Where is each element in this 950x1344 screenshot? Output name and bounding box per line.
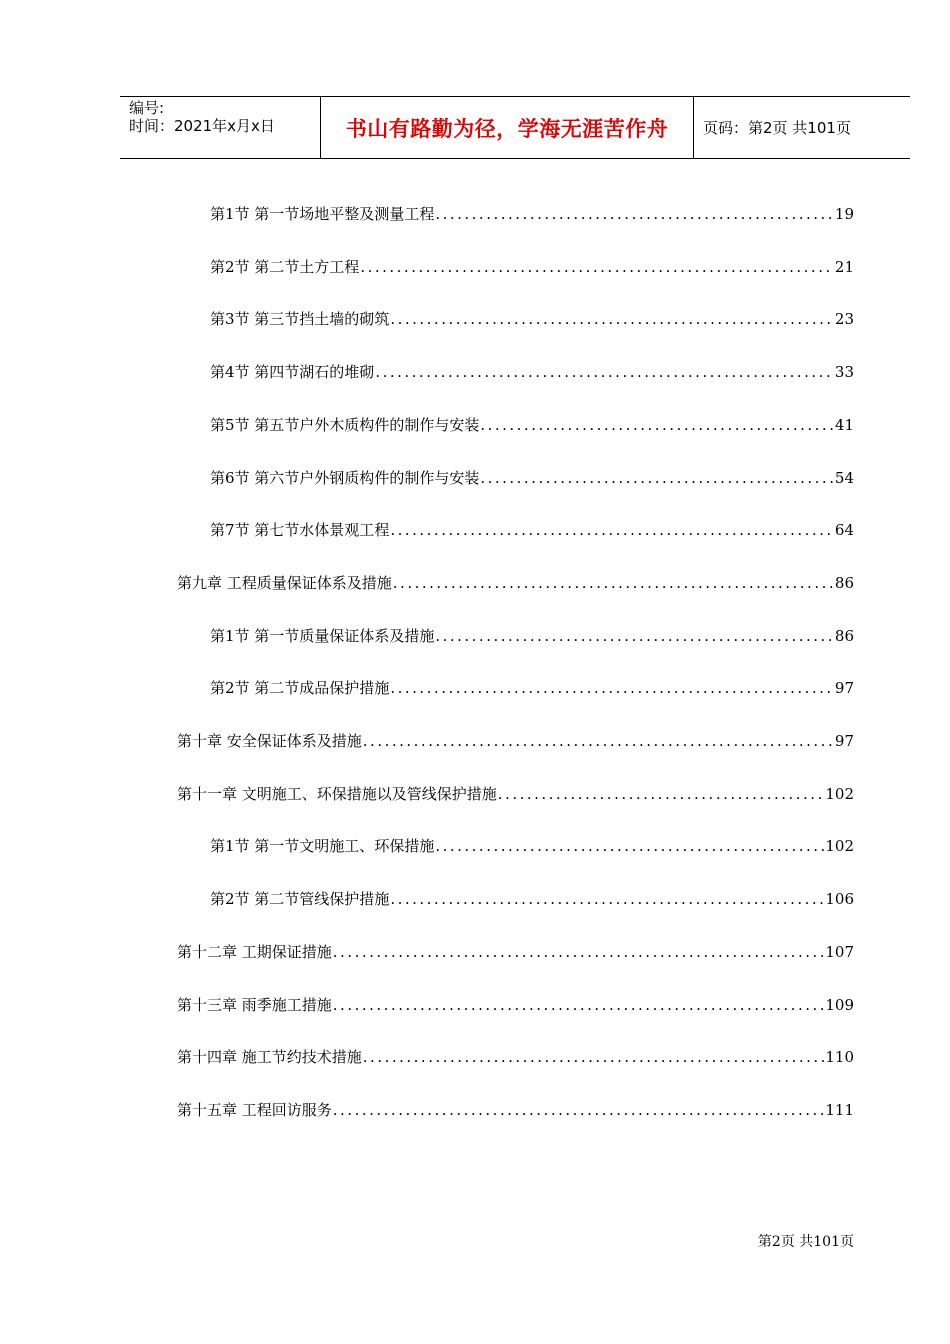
toc-entry-page: 106 [825,890,854,908]
toc-dot-leader [390,309,834,329]
toc-entry-page: 86 [834,627,854,645]
toc-entry-title: 第1节 第一节场地平整及测量工程 [210,205,435,223]
toc-dot-leader [333,942,825,962]
toc-dot-leader [390,678,834,698]
toc-entry-title: 第十章 安全保证体系及措施 [177,732,362,750]
toc-dot-leader [390,520,834,540]
toc-dot-leader [498,784,825,804]
header-meta [120,97,321,158]
toc-entry-title: 第十三章 雨季施工措施 [177,996,332,1014]
toc-entry-title: 第十二章 工期保证措施 [177,943,332,961]
toc-section-entry[interactable] [210,678,854,698]
toc-entry-page: 109 [825,996,854,1014]
toc-entry-page: 54 [834,469,854,487]
toc-entry-page: 19 [834,205,854,223]
header-motto: 书山有路勤为径，学海无涯苦作舟 [321,97,694,158]
toc-dot-leader [435,836,824,856]
toc-chapter-entry[interactable] [177,784,854,804]
toc-chapter-entry[interactable] [177,573,854,593]
toc-entry-title: 第十一章 文明施工、环保措施以及管线保护措施 [177,785,497,803]
toc-section-entry[interactable] [210,415,854,435]
header-page-code: 页码：第2页 共101页 [703,119,851,137]
toc-section-entry[interactable] [210,309,854,329]
toc-dot-leader [375,362,834,382]
toc-entry-title: 第4节 第四节湖石的堆砌 [210,363,375,381]
toc-entry-title: 第5节 第五节户外木质构件的制作与安装 [210,416,480,434]
toc-section-entry[interactable] [210,889,854,909]
toc-entry-page: 23 [834,310,854,328]
toc-dot-leader [333,1100,825,1120]
toc-dot-leader [435,626,834,646]
toc-section-entry[interactable] [210,468,854,488]
toc-dot-leader [333,995,825,1015]
toc-chapter-entry[interactable] [177,995,854,1015]
toc-entry-title: 第十五章 工程回访服务 [177,1101,332,1119]
toc-entry-title: 第6节 第六节户外钢质构件的制作与安装 [210,469,480,487]
toc-entry-page: 64 [834,521,854,539]
toc-section-entry[interactable] [210,836,854,856]
toc-entry-page: 86 [834,574,854,592]
toc-dot-leader [480,468,834,488]
page-footer: 第2页 共101页 [757,1234,854,1250]
toc-entry-page: 107 [825,943,854,961]
toc-entry-page: 102 [825,785,854,803]
doc-number-label: 编号: [129,99,165,117]
toc-entry-title: 第3节 第三节挡土墙的砌筑 [210,310,390,328]
toc-dot-leader [360,257,834,277]
toc-dot-leader [363,1047,825,1067]
toc-entry-title: 第十四章 施工节约技术措施 [177,1048,362,1066]
toc-entry-title: 第2节 第二节成品保护措施 [210,679,390,697]
toc-entry-page: 97 [834,732,854,750]
toc-entry-title: 第1节 第一节文明施工、环保措施 [210,837,435,855]
toc-section-entry[interactable] [210,204,854,224]
toc-section-entry[interactable] [210,626,854,646]
page-header [120,96,910,159]
toc-entry-page: 41 [834,416,854,434]
toc-dot-leader [363,731,834,751]
toc-entry-page: 110 [825,1048,854,1066]
toc-entry-title: 第2节 第二节土方工程 [210,258,360,276]
toc-chapter-entry[interactable] [177,1100,854,1120]
toc-dot-leader [390,889,824,909]
toc-dot-leader [393,573,834,593]
toc-entry-title: 第1节 第一节质量保证体系及措施 [210,627,435,645]
toc-chapter-entry[interactable] [177,1047,854,1067]
toc-chapter-entry[interactable] [177,731,854,751]
toc-entry-page: 102 [825,837,854,855]
toc-entry-page: 33 [834,363,854,381]
toc-dot-leader [480,415,834,435]
toc-entry-title: 第九章 工程质量保证体系及措施 [177,574,392,592]
toc-dot-leader [435,204,834,224]
toc-entry-title: 第7节 第七节水体景观工程 [210,521,390,539]
doc-time-label: 时间：2021年x月x日 [129,117,275,135]
toc-section-entry[interactable] [210,520,854,540]
toc-section-entry[interactable] [210,362,854,382]
toc-entry-page: 97 [834,679,854,697]
toc-entry-title: 第2节 第二节管线保护措施 [210,890,390,908]
toc-entry-page: 21 [834,258,854,276]
toc-entry-page: 111 [825,1101,854,1119]
toc-chapter-entry[interactable] [177,942,854,962]
toc-section-entry[interactable] [210,257,854,277]
